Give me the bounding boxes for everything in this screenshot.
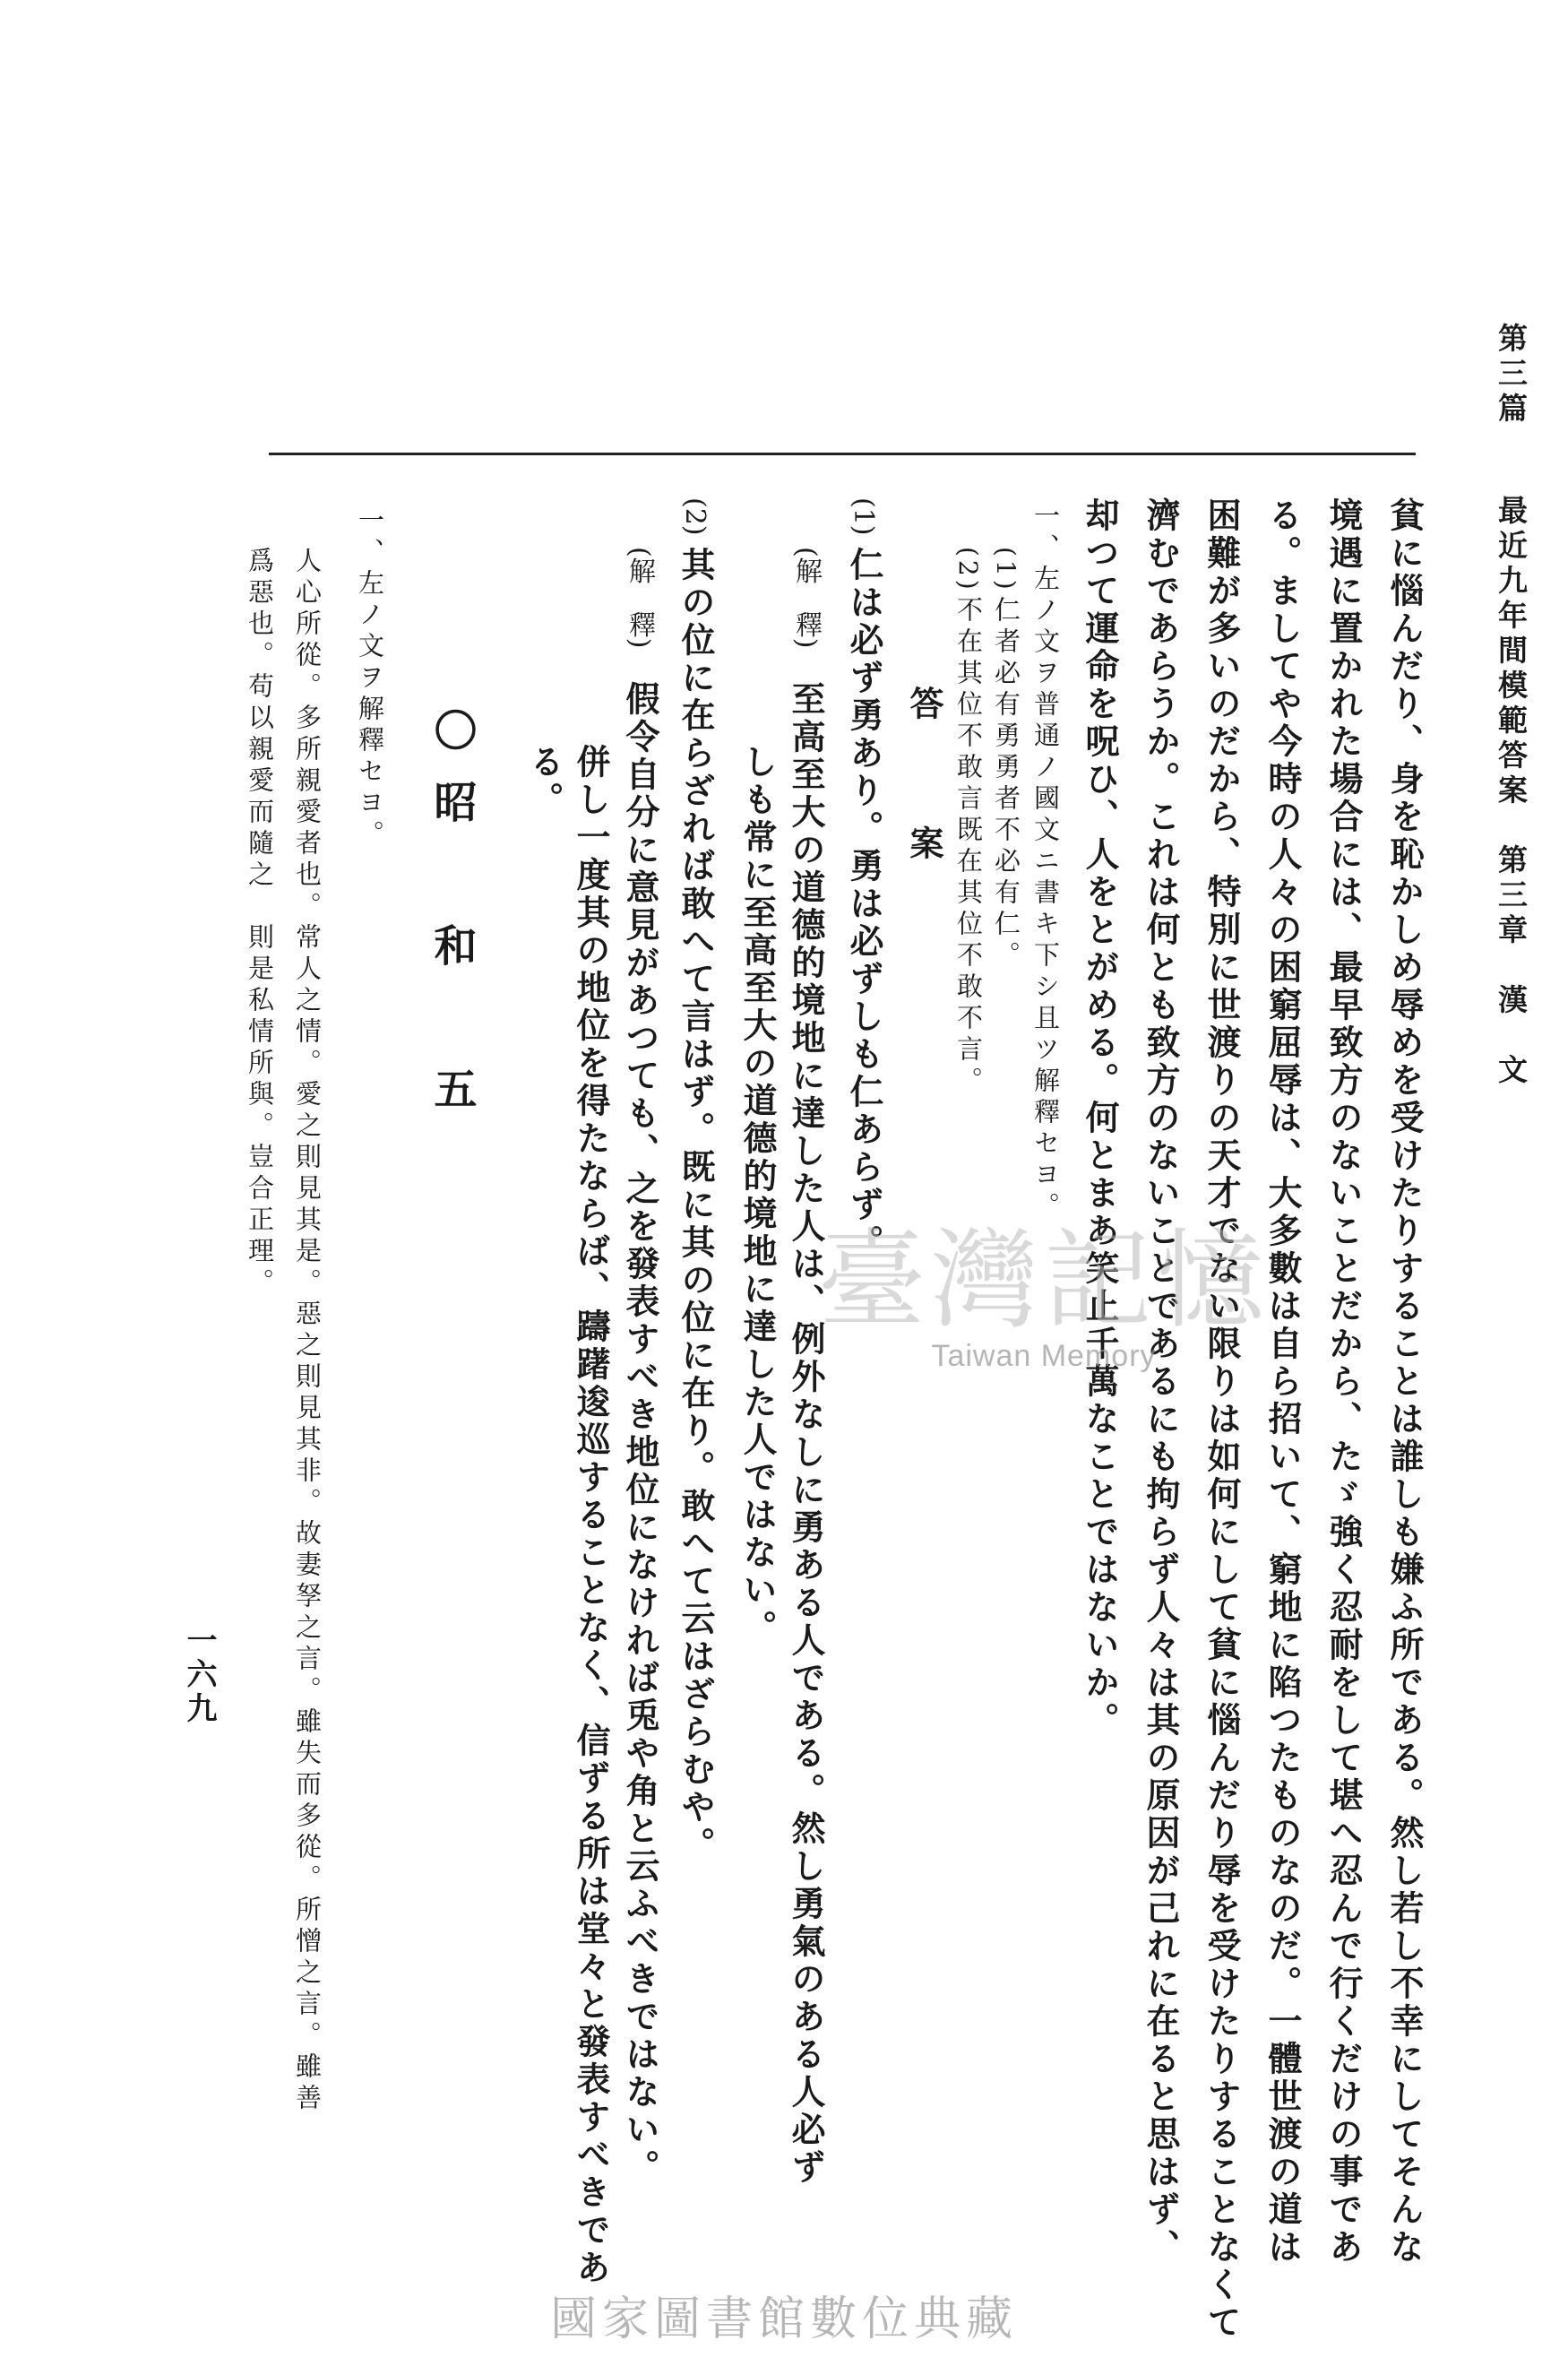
page-number: 一六九: [181, 1624, 217, 1726]
header-title: 最近九年間模範答案 第三章 漢 文: [1494, 495, 1529, 1089]
question-2-line: 人心所從。多所親愛者也。常人之情。愛之則見其是。惡之則見其非。故妻孥之言。雖失而多從。所憎之言。雖善: [292, 547, 323, 2115]
answer-2-line: 併し一度其の地位を得たならば、躊躇逡巡することなく、信ずる所は堂々と發表すべきであ: [571, 744, 611, 2287]
question-1-item-text: 不在其位不敢言既在其位不敢不言。: [953, 596, 984, 1098]
answer-1-num: (1): [848, 497, 879, 536]
answer-2-num: (2): [679, 497, 711, 536]
body-line: 貧に惱んだり、身を恥かしめ辱めを受けたりすることは誰しも嫌ふ所である。然し若し不幸にしてそんな: [1384, 497, 1425, 2267]
watermark-main: 臺灣記憶: [818, 1219, 1270, 1343]
answer-2-label: (解 釋): [624, 547, 655, 649]
footer-caption: 國家圖書館數位典藏: [549, 2293, 1018, 2346]
header-rule: [269, 453, 1416, 455]
question-1-item-num: (1): [991, 547, 1021, 593]
watermark-sub: Taiwan Memory: [931, 1339, 1157, 1373]
body-line: 却つて運命を呪ひ、人をとがめる。何とまあ笑止千萬なことではないか。: [1080, 497, 1120, 1740]
body-line: 濟むであらうか。これは何とも致方のないことであるにも拘らず人々は其の原因が己れに在ると思はず、: [1141, 497, 1181, 2267]
question-1-item-text: 仁者必有勇勇者不必有仁。: [991, 596, 1021, 972]
section-title: 〇昭 和 五: [426, 708, 477, 1138]
body-line: 境遇に置かれた場合には、最早致方のないことだから、たゞ強く忍耐をして堪へ忍んで行くだけの事であ: [1323, 497, 1364, 2267]
question-1-item-num: (2): [953, 547, 983, 593]
running-header: [1494, 323, 1529, 1089]
header-part: 第三篇: [1494, 323, 1529, 428]
answer-heading: 答 案: [904, 686, 944, 872]
answer-2-reading: 其の位に在らざれば敢へて言はず。既に其の位に在り。敢へて云はざらむや。: [676, 547, 716, 1864]
answer-1-label: (解 釋): [790, 547, 822, 649]
answer-1-line: しも常に至高至大の道德的境地に達した人ではない。: [737, 744, 778, 1647]
question-2-line: 爲惡也。苟以親愛而隨之 則是私情所與。豈合正理。: [245, 547, 275, 1300]
answer-1-reading: 仁は必ず勇あり。勇は必ずしも仁あらず。: [844, 547, 884, 1262]
answer-2-line: る。: [524, 744, 564, 819]
body-line: 困難が多いのだから、特別に世渡りの天才でない限りは如何にして貧に惱んだり辱を受けたりすることなくて: [1202, 497, 1242, 2342]
answer-1-line: 至高至大の道德的境地に達した人は、例外なしに勇ある人である。然し勇氣のある人必ず: [786, 681, 826, 2187]
body-line: る。ましてや今時の人々の困窮屈辱は、大多數は自ら招いて、窮地に陷つたものなのだ。一體世渡の道は: [1262, 497, 1303, 2267]
answer-2-line: 假令自分に意見があつても、之を發表すべき地位になければ兎や角と云ふべきではない。: [620, 681, 660, 2187]
question-2-prompt: 一、左ノ文ヲ解釋セヨ。: [355, 506, 385, 851]
question-1-prompt: 一、左ノ文ヲ普通ノ國文ニ書キ下シ且ツ解釋セヨ。: [1030, 502, 1061, 1223]
